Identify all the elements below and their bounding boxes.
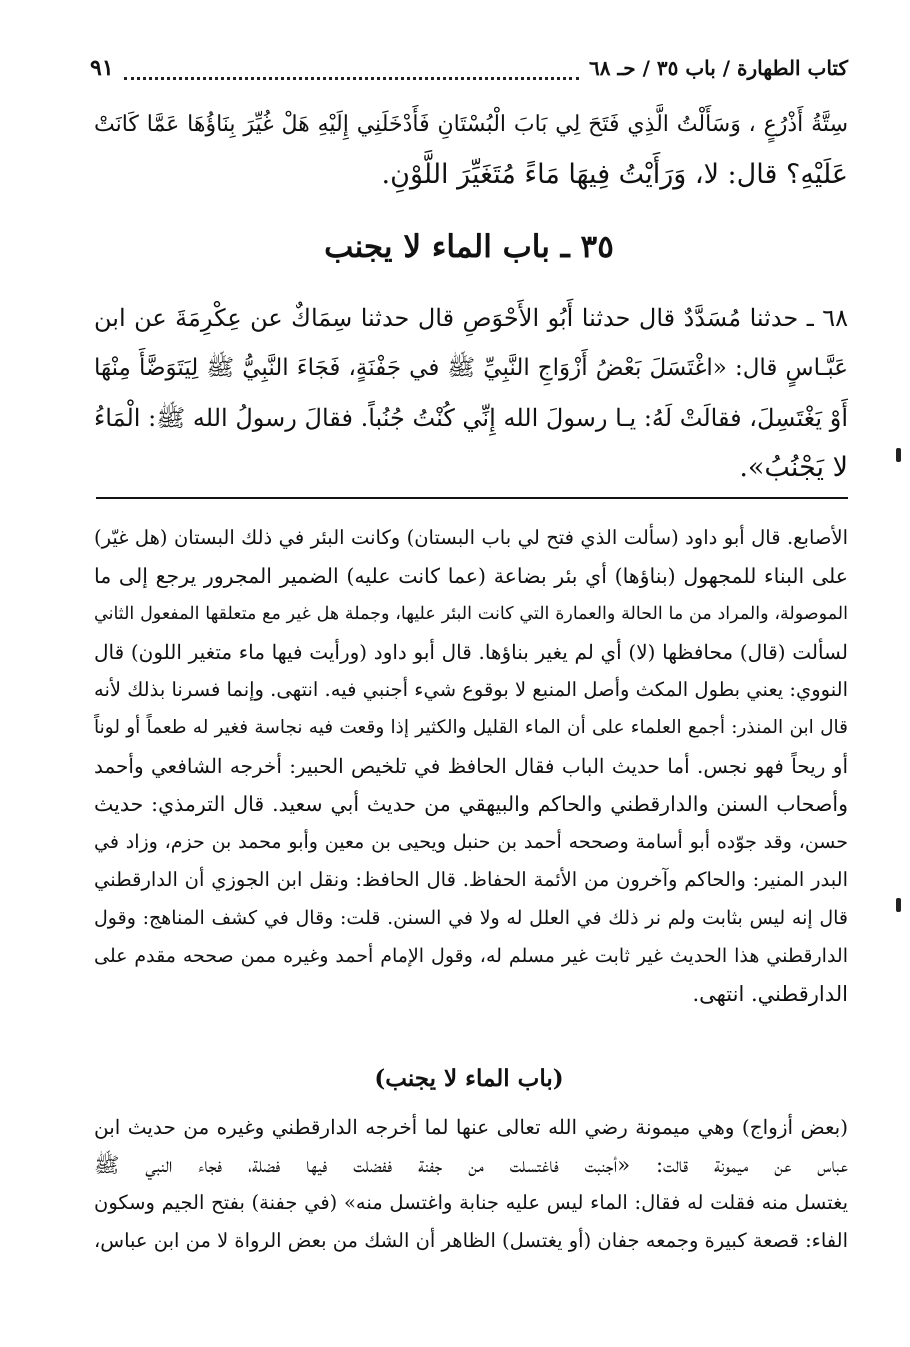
text-line: ٦٨ ـ حدثنا مُسَدَّدٌ قال حدثنا أَبُو الأَحْوَصِ قال حدثنا سِمَاكٌ عن عِكْرِمَةَ عن ابن xyxy=(94,304,848,332)
text-line: البدر المنير: والحاكم وآخرون من الأئمة الحفاظ. قال الحافظ: ونقل ابن الجوزي أن الدارقطني xyxy=(94,868,848,891)
text-line: أو ريحاً فهو نجس. أما حديث الباب فقال الحافظ في تلخيص الحبير: أخرجه الشافعي وأحمد xyxy=(94,754,848,778)
text-line: الموصولة، والمراد من ما الحالة والعمارة التي كانت البئر عليها، وجملة هل غير مع متعلقها المفعول الثاني xyxy=(94,604,848,624)
text-line: أَوْ يَغْتَسِلَ، فقالَتْ لَهُ: يـا رسولَ الله إِنِّي كُنْتُ جُنُباً. فقالَ رسولُ الله ﷺ: الْمَاءُ xyxy=(94,404,848,432)
page-number: ٩١ xyxy=(90,55,114,81)
text-line: قال ابن المنذر: أجمع العلماء على أن الماء القليل والكثير إذا وقعت فيه نجاسة فغير له طعماً أو لوناً xyxy=(94,717,848,738)
text-line: لسألت (قال) محافظها (لا) أي لم يغير بناؤها. قال أبو داود (ورأيت فيها ماء متغير اللون) قال xyxy=(94,640,848,664)
text-line: الدارقطني هذا الحديث غير ثابت غير مسلم له، وقول الإمام أحمد وغيره ممن صححه مقدم على xyxy=(94,945,848,967)
header-dot-leader xyxy=(124,63,579,80)
text-line: الفاء: قصعة كبيرة وجمعه جفان (أو يغتسل) الظاهر أن الشك من بعض الرواة لا من ابن عباس، xyxy=(94,1229,848,1252)
hadith-text xyxy=(94,293,848,493)
text-line: عَبَّـاسٍ قال: «اغْتَسَلَ بَعْضُ أَزْوَاجِ النَّبِيِّ ﷺ في جَفْنَةٍ، فَجَاءَ النَّبِيُّ ﷺ لِيَتَوَضَّأَ مِنْهَا xyxy=(94,355,848,381)
text-line: (بعض أزواج) وهي ميمونة رضي الله تعالى عنها لما أخرجه الدارقطني وغيره من حديث ابن xyxy=(94,1115,848,1139)
scan-mark xyxy=(896,898,901,912)
commentary-heading: (باب الماء لا يجنب) xyxy=(374,1065,564,1092)
commentary-text-2 xyxy=(94,1108,848,1260)
text-line: وأصحاب السنن والدارقطني والحاكم والبيهقي من حديث أبي سعيد. قال الترمذي: حديث xyxy=(94,792,848,816)
text-line: النووي: يعني بطول المكث وأصل المنبع لا بوقوع شيء أجنبي فيه. انتهى. وإنما فسرنا بذلك لأنه xyxy=(94,678,848,701)
header-title: كتاب الطهارة / باب ٣٥ / حـ ٦٨ xyxy=(588,56,848,80)
text-line: سِتَّةُ أَذْرُعٍ ، وَسَأَلْتُ الَّذِي فَتَحَ لِي بَابَ الْبُسْتَانِ فَأَدْخَلَنِي إِلَيْهِ هَلْ غُيِّرَ بِنَاؤُهَا عَمَّا كَانَتْ xyxy=(94,112,848,137)
text-line: يغتسل منه فقلت له فقال: الماء ليس عليه جنابة واغتسل منه» (في جفنة) بفتح الجيم وسكون xyxy=(94,1191,848,1214)
text-line: حسن، وقد جوّده أبو أسامة وصححه أحمد بن حنبل ويحيى بن معين وأبو محمد بن حزم، وزاد في xyxy=(94,831,848,853)
separator-rule xyxy=(96,497,848,499)
text-line: على البناء للمجهول (بناؤها) أي بئر بضاعة (عما كانت عليه) الضمير المجرور يرجع إلى ما xyxy=(94,564,848,588)
text-line: الأصابع. قال أبو داود (سألت الذي فتح لي باب البستان) وكانت البئر في ذلك البستان (هل غيّر) xyxy=(94,526,848,549)
text-line: عباس عن ميمونة قالت: «أجنبت فاغتسلت من جفنة ففضلت فيها فضلة، فجاء النبي ﷺ xyxy=(94,1153,848,1177)
text-line: الدارقطني. انتهى. xyxy=(692,982,848,1006)
commentary-text xyxy=(94,519,848,1013)
text-line: قال إنه ليس بثابت ولم نر ذلك في العلل له ولا في السنن. قلت: وقال في كشف المناهج: وقول xyxy=(94,907,848,929)
scan-mark xyxy=(896,448,901,462)
text-line: لا يَجْنُبُ». xyxy=(739,452,848,483)
running-header xyxy=(90,48,848,88)
main-text-top xyxy=(94,100,848,200)
chapter-heading: ٣٥ ـ باب الماء لا يجنب xyxy=(324,229,614,265)
text-line: عَلَيْهِ؟ قال: لا، وَرَأَيْتُ فِيهَا مَاءً مُتَغَيِّرَ اللَّوْنِ. xyxy=(381,159,848,190)
